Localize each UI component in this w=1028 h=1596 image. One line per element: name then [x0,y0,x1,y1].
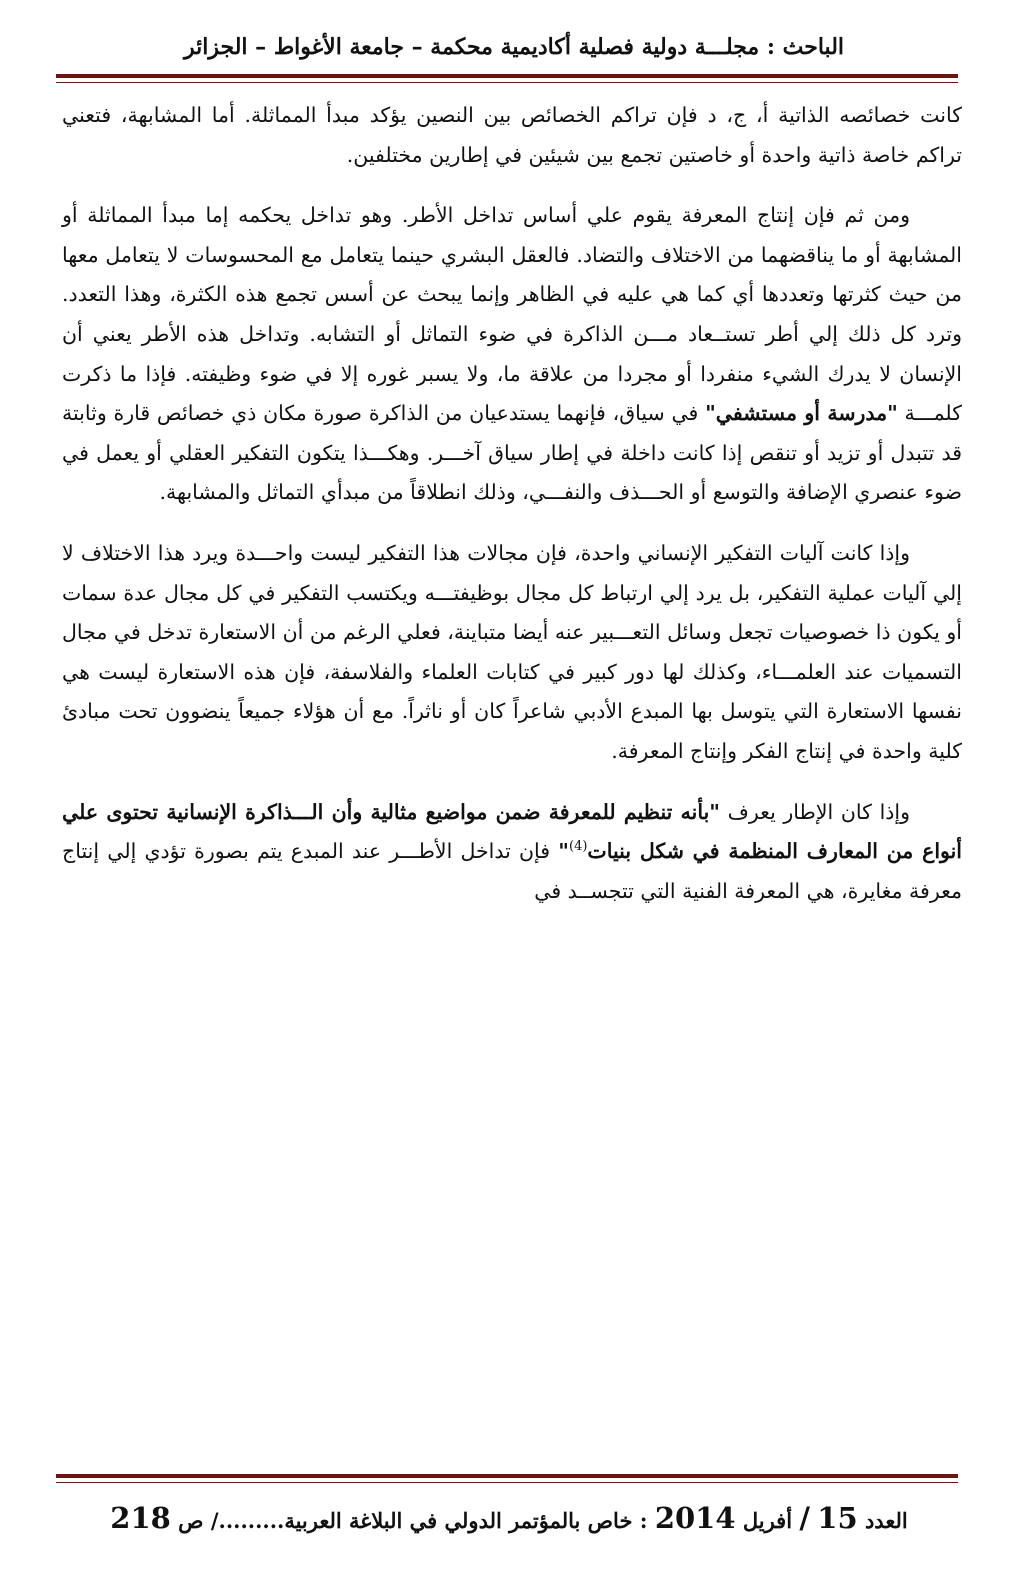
paragraph-3-text: وإذا كانت آليات التفكير الإنساني واحدة، فإن مجالات هذا التفكير ليست واحـــدة ويرد هذا الاختلاف لا إلي آليات عملية التفكير، بل يرد إلي ارتباط كل مجال بوظيفتـــه ويكتسب التفكير في كل مجال عدة سمات أو يكون ذا خصوصيات تجعل وسائل التعـــبير عنه أيضا متباينة، فعلي الرغم من أن الاستعارة تدخل في مجال التسميات عند العلمـــاء، وكذلك لها دور كبير في كتابات العلماء والفلاسفة، فإن هذه الاستعارة ليست هي نفسها الاستعارة التي يتوسل بها المبدع الأدبي شاعراً كان أو ناثراً. مع أن هؤلاء جميعاً ينضوون تحت مبادئ كلية واحدة في إنتاج الفكر وإنتاج المعرفة. [62,540,962,763]
footer-rule-thin [56,1482,958,1483]
footer-rule-thick [56,1474,958,1478]
paragraph-1-text: كانت خصائصه الذاتية أ، ج، د فإن تراكم الخصائص بين النصين يؤكد مبدأ المماثلة. أما المشابهة، فتعني تراكم خاصة ذاتية واحدة أو خاصتين تجمع بين شيئين في إطارين مختلفين. [62,103,962,167]
paragraph-2 [62,196,962,513]
paragraph-4-text-b: فإن تداخل الأطـــر عند المبدع يتم بصورة تؤدي إلي إنتاج معرفة مغايرة، هي المعرفة الفنية التي تتجســد في [62,839,962,903]
footer-note: : خاص بالمؤتمر الدولي في البلاغة العربية........./ ص [178,1508,648,1533]
paragraph-4-quote-close: " [558,839,569,864]
header-rule-thin [56,82,958,83]
paragraph-2-text-a: ومن ثم فإن إنتاج المعرفة يقوم علي أساس تداخل الأطر. وهو تداخل يحكمه إما مبدأ المماثلة أو المشابهة أو ما يناقضهما من الاختلاف والتضاد. فالعقل البشري حينما يتعامل مع المحسوسات لا يتعامل معها من حيث كثرتها وتعددها أي كما هي عليه في الظاهر وإنما يبحث عن أسس تجمع هذه الكثرة، وهذا التعدد. وترد كل ذلك إلي أطر تستــعاد مـــن الذاكرة في ضوء التماثل أو التشابه. وتداخل هذه الأطر يعني أن الإنسان لا يدرك الشيء منفردا أو مجردا من علاقة ما، ولا يسبر غوره إلا في ضوء وظيفته. فإذا ما ذكرت كلمـــة [62,203,962,426]
body-text [62,96,962,932]
footer-separator: / [799,1501,810,1535]
paragraph-2-text-b: في سياق، فإنهما يستدعيان من الذاكرة صورة مكان ذي خصائص قارة وثابتة قد تتبدل أو تزيد أو تنقص إذا كانت داخلة في إطار سياق آخـــر. وهكـــذا يتكون التفكير العقلي أو يعمل في ضوء عنصري الإضافة والتوسع أو الحـــذف والنفـــي، وذلك انطلاقاً من مبدأي التماثل والمشابهة. [62,401,962,505]
paragraph-4-text-a: وإذا كان الإطار يعرف [719,799,910,824]
issue-label: العدد [864,1508,908,1533]
header-rule-thick [56,74,958,78]
paragraph-1 [62,96,962,175]
paragraph-4-bold-quote: "بأنه تنظيم للمعرفة ضمن مواضيع مثالية وأن الـــذاكرة الإنسانية تحتوى علي أنواع من المعارف المنظمة في شكل بنيات [62,799,962,864]
paragraph-2-bold-quote: "مدرسة أو مستشفي" [705,401,898,426]
page-number: 218 [110,1501,171,1535]
issue-month: أفريل [742,1508,793,1533]
footnote-ref-4[interactable]: (4) [568,839,588,855]
paragraph-4 [62,793,962,912]
page-footer [60,1498,958,1541]
paragraph-3 [62,534,962,772]
issue-number: 15 [817,1501,858,1535]
issue-year: 2014 [654,1501,736,1535]
running-header: الباحث : مجلـــة دولية فصلية أكاديمية محكمة – جامعة الأغواط – الجزائر [183,34,845,60]
